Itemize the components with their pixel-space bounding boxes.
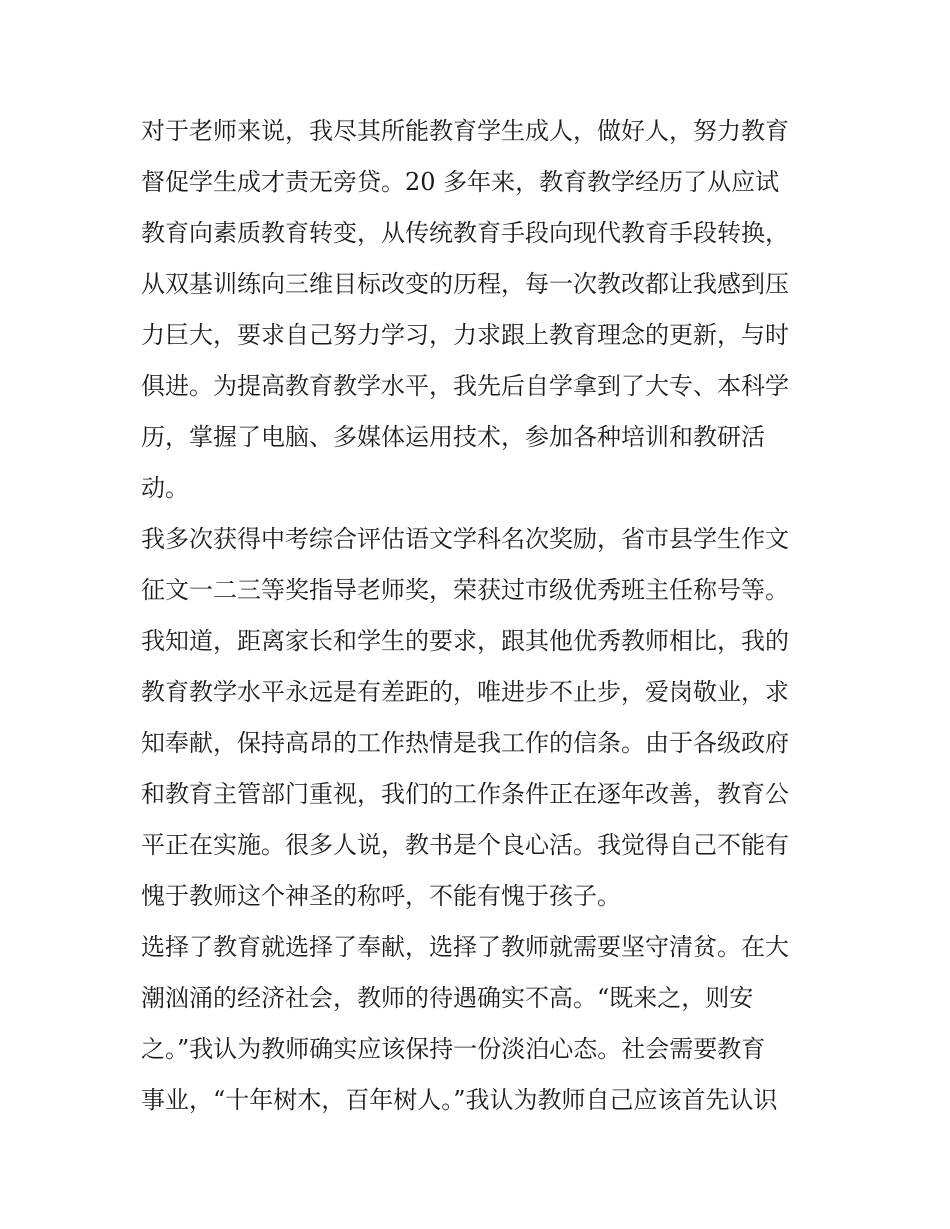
text-line: 之。”我认为教师确实应该保持一份淡泊心态。社会需要教育 [141,1035,766,1063]
text-line: 教育教学水平永远是有差距的，唯进步不止步，爱岗敬业，求 [141,678,789,706]
text-line: 从双基训练向三维目标改变的历程，每一次教改都让我感到压 [141,270,789,298]
text-line: 对于老师来说，我尽其所能教育学生成人，做好人，努力教育 [141,117,789,145]
text-line: 俱进。为提高教育教学水平，我先后自学拿到了大专、本科学 [141,372,789,400]
text-line: 我知道，距离家长和学生的要求，跟其他优秀教师相比，我的 [141,627,789,655]
body-text [141,106,821,1126]
text-line: 我多次获得中考综合评估语文学科名次奖励，省市县学生作文 [141,525,789,553]
text-line: 知奉献，保持高昂的工作热情是我工作的信条。由于各级政府 [141,729,789,757]
text-line: 历，掌握了电脑、多媒体运用技术，参加各种培训和教研活 [141,423,765,451]
text-line: 征文一二三等奖指导老师奖，荣获过市级优秀班主任称号等。 [141,576,789,604]
text-line: 动。 [141,474,189,502]
text-line: 愧于教师这个神圣的称呼，不能有愧于孩子。 [141,882,621,910]
text-line: 事业，“十年树木，百年树人。”我认为教师自己应该首先认识 [141,1086,778,1114]
text-line: 潮汹涌的经济社会，教师的待遇确实不高。“既来之，则安 [141,984,754,1012]
text-line: 选择了教育就选择了奉献，选择了教师就需要坚守清贫。在大 [141,933,789,961]
text-line: 督促学生成才责无旁贷。20 多年来，教育教学经历了从应试 [141,168,780,196]
text-line: 和教育主管部门重视，我们的工作条件正在逐年改善，教育公 [141,780,789,808]
text-line: 力巨大，要求自己努力学习，力求跟上教育理念的更新，与时 [141,321,789,349]
text-line: 教育向素质教育转变，从传统教育手段向现代教育手段转换， [141,219,789,247]
text-line: 平正在实施。很多人说，教书是个良心活。我觉得自己不能有 [141,831,789,859]
